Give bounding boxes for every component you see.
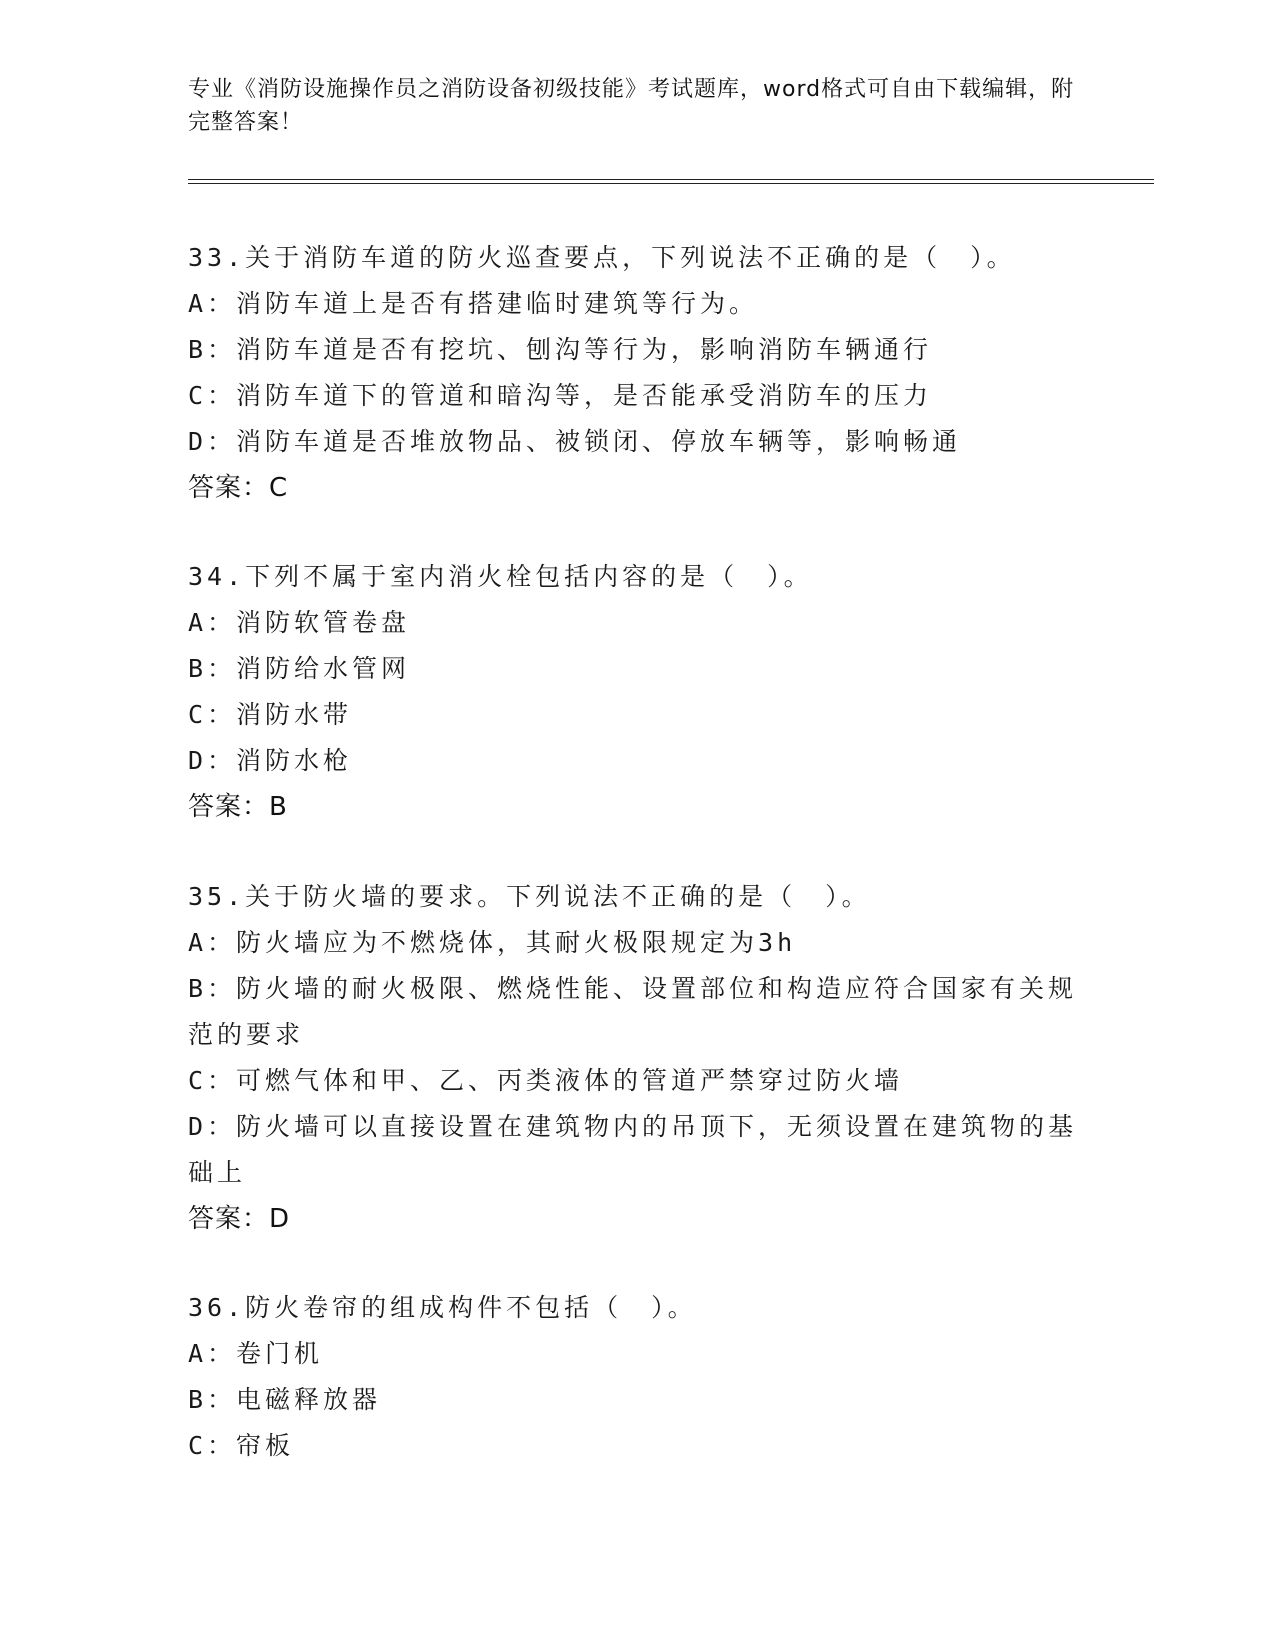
option-c: C：可燃气体和甲、乙、丙类液体的管道严禁穿过防火墙 xyxy=(188,1066,904,1095)
option-c: C：消防车道下的管道和暗沟等，是否能承受消防车的压力 xyxy=(188,381,933,410)
option-c: C：帘板 xyxy=(188,1431,295,1460)
option-a: A：消防车道上是否有搭建临时建筑等行为。 xyxy=(188,289,759,318)
header-divider-bottom xyxy=(188,183,1154,184)
answer-line: 答案：D xyxy=(188,1204,291,1234)
question-34 xyxy=(188,554,1088,830)
option-b: B：消防给水管网 xyxy=(188,654,411,683)
question-stem: 35.关于防火墙的要求。下列说法不正确的是（ ）。 xyxy=(188,882,871,911)
option-d: D：消防车道是否堆放物品、被锁闭、停放车辆等，影响畅通 xyxy=(188,427,962,456)
header-divider-top xyxy=(188,179,1154,180)
option-b: B：消防车道是否有挖坑、刨沟等行为，影响消防车辆通行 xyxy=(188,335,933,364)
question-stem: 36.防火卷帘的组成构件不包括（ ）。 xyxy=(188,1293,697,1322)
option-a: A：防火墙应为不燃烧体，其耐火极限规定为3h xyxy=(188,928,797,957)
option-a: A：卷门机 xyxy=(188,1339,324,1368)
option-b: B：电磁释放器 xyxy=(188,1385,382,1414)
answer-line: 答案：B xyxy=(188,792,288,822)
document-header: 专业《消防设施操作员之消防设备初级技能》考试题库，word格式可自由下载编辑，附完整答案！ xyxy=(188,77,1075,135)
option-d: D：消防水枪 xyxy=(188,746,353,775)
option-b: B：防火墙的耐火极限、燃烧性能、设置部位和构造应符合国家有关规范的要求 xyxy=(188,974,1078,1049)
option-c: C：消防水带 xyxy=(188,700,353,729)
option-a: A：消防软管卷盘 xyxy=(188,608,411,637)
option-d: D：防火墙可以直接设置在建筑物内的吊顶下，无须设置在建筑物的基础上 xyxy=(188,1112,1078,1187)
question-stem: 33.关于消防车道的防火巡查要点，下列说法不正确的是（ ）。 xyxy=(188,243,1016,272)
question-35 xyxy=(188,874,1088,1242)
question-36 xyxy=(188,1285,1088,1469)
answer-line: 答案：C xyxy=(188,473,289,503)
question-stem: 34.下列不属于室内消火栓包括内容的是（ ）。 xyxy=(188,562,813,591)
question-33 xyxy=(188,235,1088,511)
